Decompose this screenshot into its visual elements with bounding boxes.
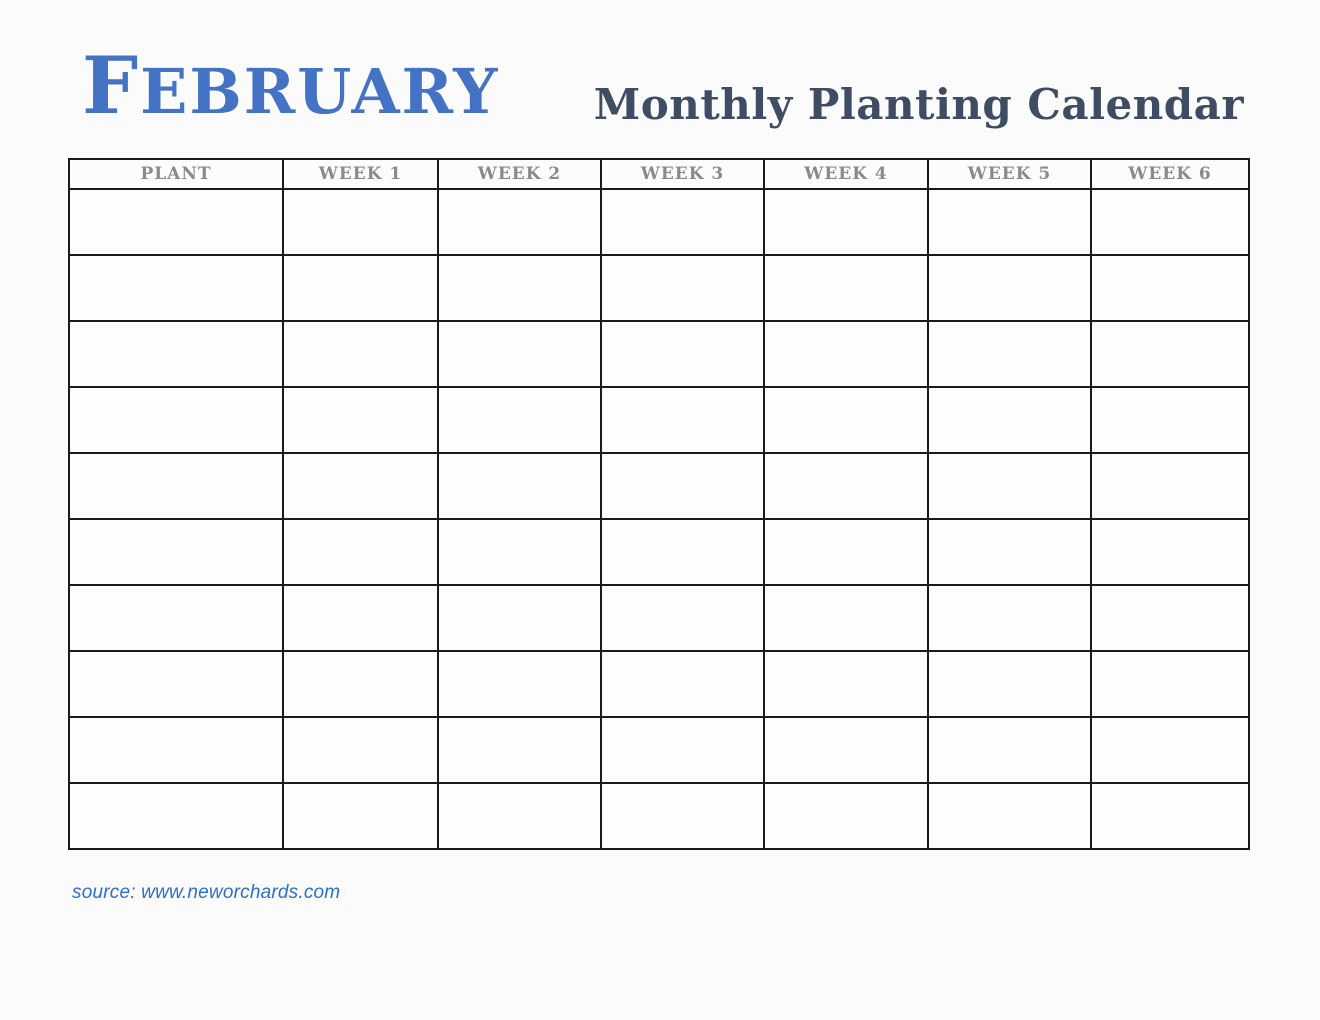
plant-cell: [69, 189, 283, 255]
week-cell: [438, 519, 601, 585]
calendar-title: Monthly Planting Calendar: [593, 80, 1244, 129]
week-cell: [283, 255, 438, 321]
week-cell: [928, 717, 1091, 783]
plant-cell: [69, 321, 283, 387]
week-cell: [438, 783, 601, 849]
column-header-plant: PLANT: [69, 159, 283, 189]
week-cell: [283, 717, 438, 783]
week-cell: [928, 453, 1091, 519]
week-cell: [1091, 585, 1249, 651]
week-cell: [1091, 321, 1249, 387]
month-title-initial: F: [82, 39, 141, 132]
column-header-week-2: WEEK 2: [438, 159, 601, 189]
planting-table: [68, 158, 1250, 850]
week-cell: [601, 453, 764, 519]
week-cell: [601, 585, 764, 651]
week-cell: [764, 717, 928, 783]
week-cell: [1091, 651, 1249, 717]
week-cell: [601, 321, 764, 387]
plant-cell: [69, 585, 283, 651]
week-cell: [764, 783, 928, 849]
week-cell: [283, 453, 438, 519]
week-cell: [283, 519, 438, 585]
week-cell: [438, 453, 601, 519]
week-cell: [601, 651, 764, 717]
week-cell: [928, 255, 1091, 321]
week-cell: [928, 189, 1091, 255]
week-cell: [928, 321, 1091, 387]
plant-cell: [69, 717, 283, 783]
table-row: [69, 255, 1249, 321]
week-cell: [283, 387, 438, 453]
week-cell: [601, 387, 764, 453]
week-cell: [438, 321, 601, 387]
week-cell: [1091, 387, 1249, 453]
week-cell: [764, 651, 928, 717]
week-cell: [438, 717, 601, 783]
week-cell: [601, 783, 764, 849]
month-title: [82, 39, 500, 132]
week-cell: [1091, 519, 1249, 585]
table-row: [69, 651, 1249, 717]
week-cell: [764, 321, 928, 387]
week-cell: [438, 387, 601, 453]
week-cell: [764, 189, 928, 255]
plant-cell: [69, 783, 283, 849]
plant-cell: [69, 255, 283, 321]
week-cell: [601, 189, 764, 255]
week-cell: [601, 519, 764, 585]
week-cell: [438, 585, 601, 651]
week-cell: [764, 453, 928, 519]
week-cell: [283, 585, 438, 651]
plant-cell: [69, 519, 283, 585]
source-link[interactable]: source: www.neworchards.com: [72, 882, 341, 903]
week-cell: [1091, 189, 1249, 255]
week-cell: [928, 585, 1091, 651]
table-row: [69, 387, 1249, 453]
column-header-week-1: WEEK 1: [283, 159, 438, 189]
week-cell: [928, 783, 1091, 849]
week-cell: [1091, 717, 1249, 783]
table-row: [69, 783, 1249, 849]
week-cell: [283, 783, 438, 849]
week-cell: [764, 585, 928, 651]
week-cell: [1091, 783, 1249, 849]
plant-cell: [69, 453, 283, 519]
week-cell: [601, 717, 764, 783]
table-row: [69, 453, 1249, 519]
month-title-rest: EBRUARY: [140, 55, 500, 128]
week-cell: [928, 651, 1091, 717]
table-body: [69, 189, 1249, 849]
week-cell: [1091, 453, 1249, 519]
column-header-week-5: WEEK 5: [928, 159, 1091, 189]
week-cell: [764, 387, 928, 453]
week-cell: [1091, 255, 1249, 321]
week-cell: [438, 651, 601, 717]
table-header-row: [69, 159, 1249, 189]
column-header-week-4: WEEK 4: [764, 159, 928, 189]
week-cell: [928, 519, 1091, 585]
plant-cell: [69, 651, 283, 717]
week-cell: [283, 189, 438, 255]
table-row: [69, 585, 1249, 651]
week-cell: [438, 255, 601, 321]
week-cell: [438, 189, 601, 255]
week-cell: [764, 519, 928, 585]
column-header-week-3: WEEK 3: [601, 159, 764, 189]
week-cell: [764, 255, 928, 321]
week-cell: [601, 255, 764, 321]
week-cell: [928, 387, 1091, 453]
table-row: [69, 717, 1249, 783]
table-row: [69, 519, 1249, 585]
table-row: [69, 189, 1249, 255]
week-cell: [283, 321, 438, 387]
plant-cell: [69, 387, 283, 453]
week-cell: [283, 651, 438, 717]
column-header-week-6: WEEK 6: [1091, 159, 1249, 189]
table-row: [69, 321, 1249, 387]
